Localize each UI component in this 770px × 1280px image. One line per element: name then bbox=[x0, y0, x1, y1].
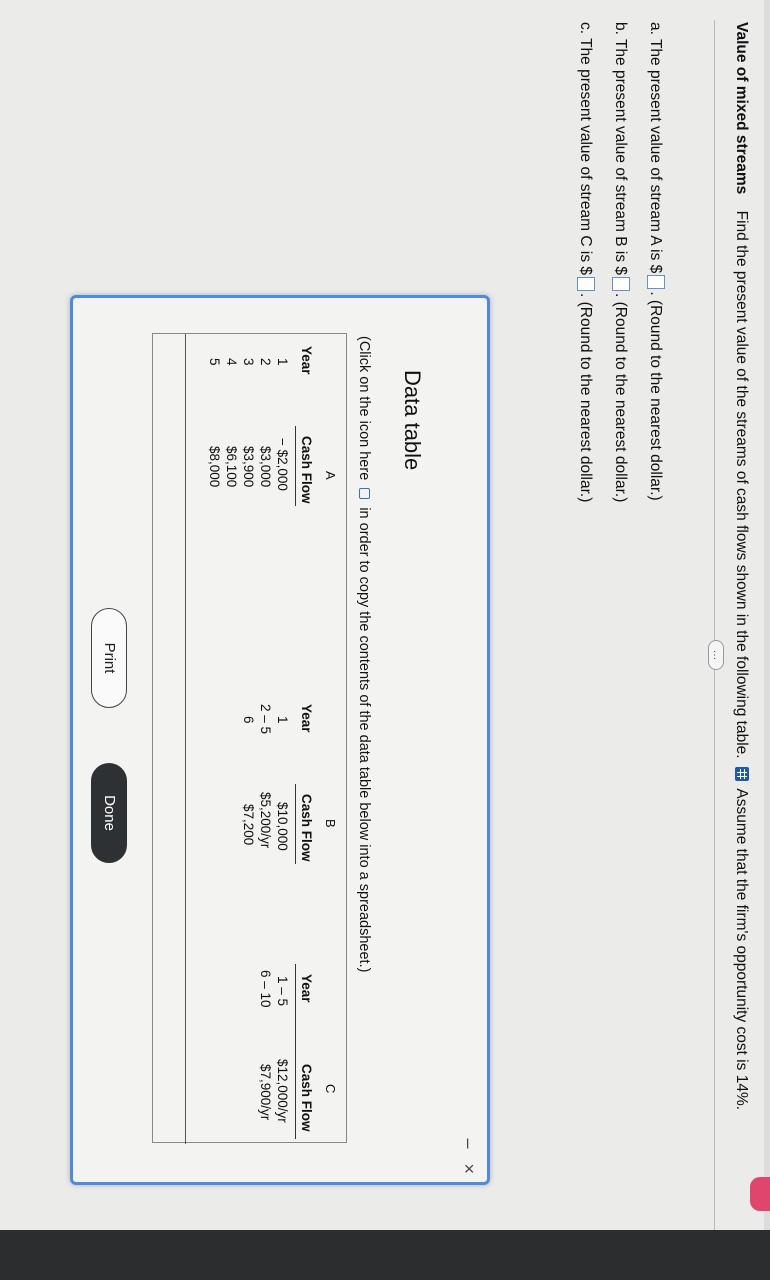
stream-a-year-header: Year bbox=[299, 346, 314, 375]
question-c bbox=[576, 22, 595, 502]
copy-instruction-start: (Click on the icon here bbox=[356, 336, 372, 481]
data-table bbox=[152, 333, 347, 1143]
question-c-prefix: c. The present value of stream C is $ bbox=[577, 22, 594, 275]
question-b-suffix: . (Round to the nearest dollar.) bbox=[612, 293, 629, 503]
answer-c-input[interactable] bbox=[577, 277, 595, 291]
dialog-controls bbox=[458, 1138, 479, 1174]
question-b bbox=[611, 22, 630, 502]
stream-b-year-3: 6 bbox=[241, 716, 256, 724]
dialog-title: Data table bbox=[400, 370, 425, 471]
minimize-button[interactable]: – bbox=[459, 1138, 479, 1149]
stream-c-cash-header: Cash Flow bbox=[299, 1064, 314, 1132]
stream-c-year-header: Year bbox=[299, 974, 314, 1003]
answer-a-input[interactable] bbox=[647, 275, 665, 289]
stream-a-cash-5: $8,000 bbox=[207, 446, 222, 488]
stream-b-year-header: Year bbox=[299, 704, 314, 733]
side-tab[interactable] bbox=[750, 1177, 770, 1211]
print-button[interactable]: Print bbox=[91, 608, 127, 708]
stream-a-header-rule bbox=[295, 426, 296, 506]
header-divider bbox=[714, 20, 715, 1230]
table-bottom-rule bbox=[185, 334, 186, 1144]
expand-more-button[interactable]: … bbox=[708, 640, 724, 670]
question-a-suffix: . (Round to the nearest dollar.) bbox=[647, 291, 664, 501]
stream-c-year-1: 1 – 5 bbox=[275, 976, 290, 1007]
question-a bbox=[646, 22, 665, 501]
stream-c-year-2: 6 – 10 bbox=[258, 970, 273, 1008]
data-table-dialog bbox=[70, 295, 490, 1185]
stream-a-year-5: 5 bbox=[207, 358, 222, 366]
stream-a-year-4: 4 bbox=[224, 358, 239, 366]
problem-title: Value of mixed streams bbox=[733, 22, 750, 195]
done-button[interactable]: Done bbox=[91, 763, 127, 863]
stream-b-cash-1: $10,000 bbox=[275, 802, 290, 851]
stream-b-label: B bbox=[323, 819, 338, 828]
stream-b-cash-header: Cash Flow bbox=[299, 794, 314, 862]
stream-a-year-3: 3 bbox=[241, 358, 256, 366]
stream-a-label: A bbox=[323, 471, 338, 480]
stream-a-cash-4: $6,100 bbox=[224, 446, 239, 488]
copy-to-spreadsheet-icon[interactable] bbox=[359, 488, 370, 499]
answer-b-input[interactable] bbox=[612, 277, 630, 291]
data-table-grid-icon[interactable] bbox=[735, 767, 749, 781]
stream-a-cash-3: $3,900 bbox=[241, 446, 256, 488]
close-button[interactable]: × bbox=[459, 1163, 479, 1174]
copy-instruction bbox=[356, 336, 372, 972]
stream-a-cash-header: Cash Flow bbox=[299, 436, 314, 504]
browser-top-edge bbox=[764, 0, 770, 1280]
stream-b-year-1: 1 bbox=[275, 716, 290, 724]
stream-a-cash-2: $3,000 bbox=[258, 446, 273, 488]
screen-bezel bbox=[0, 1230, 770, 1280]
stream-b-cash-3: $7,200 bbox=[241, 804, 256, 846]
stream-c-header-rule bbox=[295, 964, 296, 1139]
problem-instruction-end: Assume that the firm's opportunity cost is 14%. bbox=[733, 788, 750, 1111]
stream-c-label: C bbox=[323, 1084, 338, 1094]
question-b-prefix: b. The present value of stream B is $ bbox=[612, 22, 629, 276]
stream-b-cash-2: $5,200/yr bbox=[258, 792, 273, 849]
problem-instruction-start: Find the present value of the streams of cash flows shown in the following table. bbox=[733, 210, 750, 759]
stream-b-header-rule bbox=[295, 784, 296, 864]
stream-a-year-2: 2 bbox=[258, 358, 273, 366]
question-a-prefix: a. The present value of stream A is $ bbox=[647, 22, 664, 274]
stream-c-cash-2: $7,900/yr bbox=[258, 1064, 273, 1121]
problem-header bbox=[732, 22, 750, 1182]
stream-a-year-1: 1 bbox=[275, 358, 290, 366]
stream-b-year-2: 2 – 5 bbox=[258, 704, 273, 735]
stream-a-cash-1: − $2,000 bbox=[275, 438, 290, 491]
copy-instruction-end: in order to copy the contents of the data table below into a spreadsheet.) bbox=[356, 507, 372, 973]
stream-c-cash-1: $12,000/yr bbox=[275, 1059, 290, 1123]
question-c-suffix: . (Round to the nearest dollar.) bbox=[577, 293, 594, 503]
